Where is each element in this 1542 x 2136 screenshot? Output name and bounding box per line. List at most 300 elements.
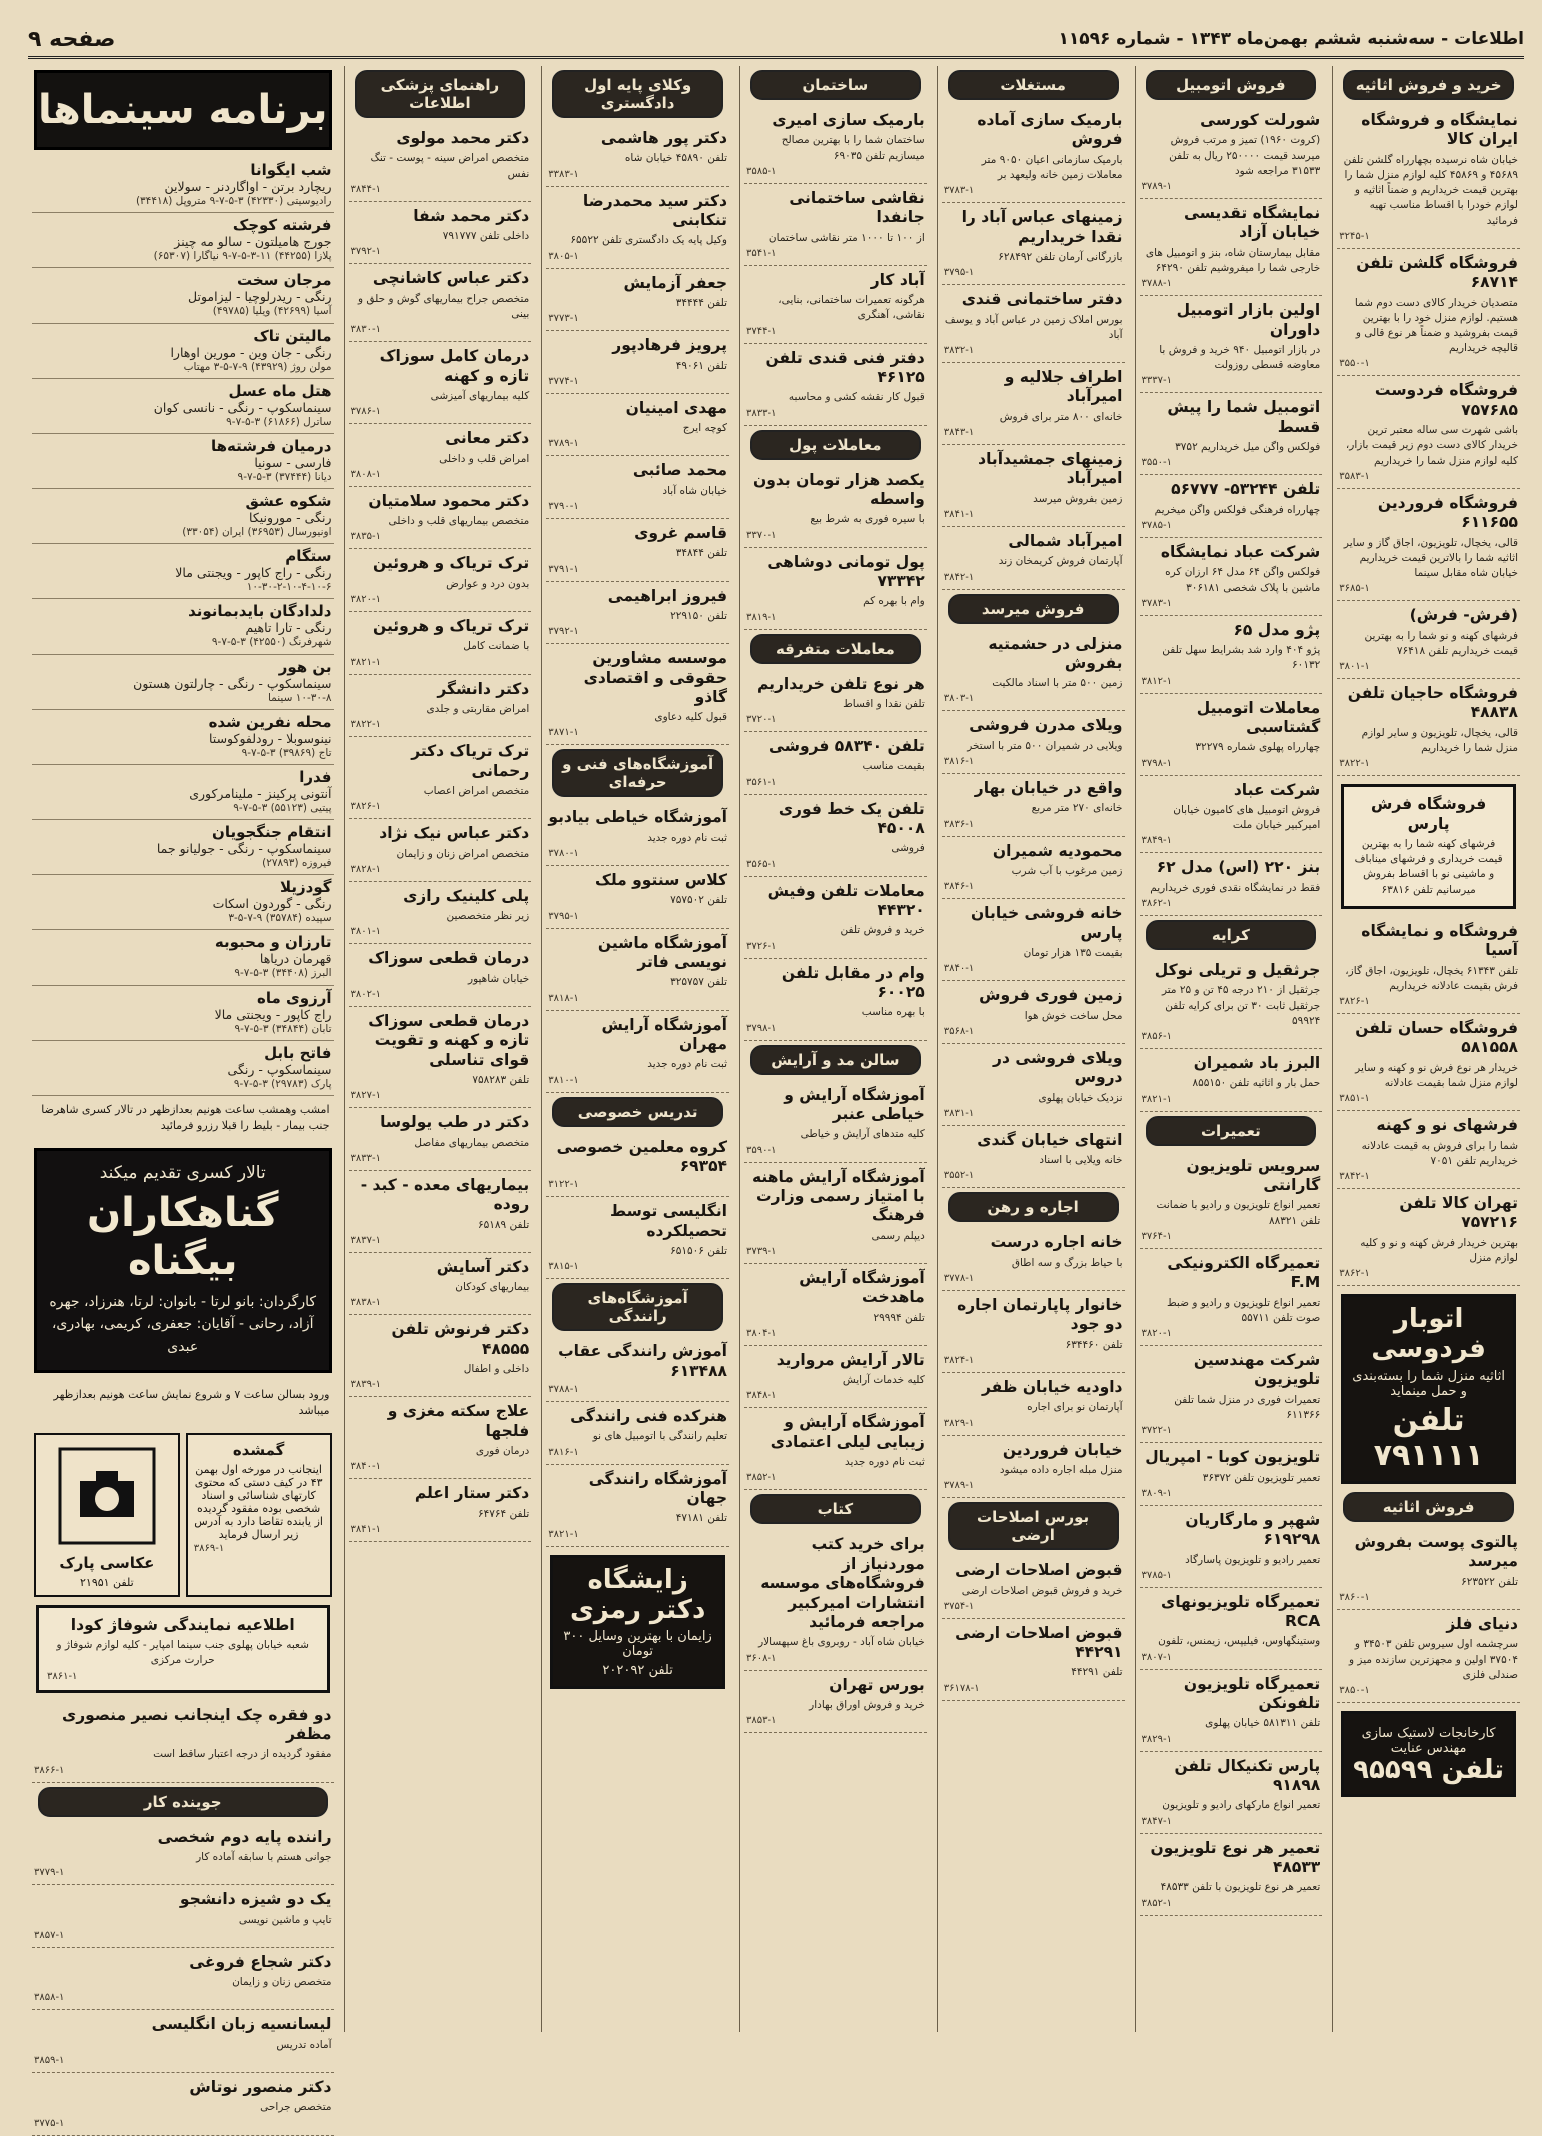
ad-body: وستینگهاوس، فیلیپس، زیمنس، تلفون <box>1158 1635 1321 1648</box>
ad-title: تهران کالا تلفن ۷۵۷۲۱۶ <box>1399 1194 1518 1232</box>
classified-ad <box>744 1671 927 1734</box>
ad-title: فروشگاه فروردین ۶۱۱۶۵۵ <box>1377 493 1518 532</box>
ad-code: ۳۵۹۰-۱ <box>746 1144 777 1156</box>
ad-title: علاج سکته مغزی و فلجها <box>387 1402 530 1440</box>
ad-code: ۳۵۵۰-۱ <box>1339 358 1370 370</box>
section-heading: راهنمای پزشکی اطلاعات <box>355 70 526 118</box>
ad-code: ۳۷۸۵-۱ <box>1141 519 1172 531</box>
cinema-listing <box>32 324 334 379</box>
classified-ad <box>744 1530 927 1670</box>
ad-body: بقیمت مناسب <box>862 760 925 773</box>
ad-body: آماده تدریس <box>276 2038 332 2051</box>
ad-code: ۳۸۱۵-۱ <box>548 1261 579 1273</box>
ad-body: تعمیرات فوری در منزل شما تلفن ۶۱۱۳۶۶ <box>1174 1393 1321 1421</box>
classified-ad <box>744 1346 927 1409</box>
ad-code: ۳۵۶۸-۱ <box>943 1025 975 1037</box>
ad-code: ۳۷۹۵-۱ <box>548 910 579 922</box>
ad-body: تلفن ۴۹۰۶۱ <box>675 359 727 372</box>
ad-code: ۳۸۴۰-۱ <box>943 963 975 975</box>
ad-code: ۳۸۶۲-۱ <box>1141 897 1172 909</box>
classified-ad <box>1140 393 1323 475</box>
ad-code: ۳۸۴۹-۱ <box>1141 835 1172 847</box>
ad-code: ۳۸۱۶-۱ <box>943 756 975 768</box>
ad-code: ۳۷۵۴-۱ <box>943 1600 975 1612</box>
heating-shop-body: شعبه خیابان پهلوی جنب سینما امپایر - کلیه لوازم شوفاژ و حرارت مرکزی <box>56 1639 309 1667</box>
ad-body: تلفن ۶۵۱۸۹ <box>478 1218 530 1231</box>
ad-title: سرویس تلویزیون گارانتی <box>1186 1156 1321 1194</box>
classified-ad <box>942 1126 1125 1189</box>
ad-code: ۳۷۹۰-۱ <box>548 500 579 512</box>
classified-ad <box>1140 1443 1323 1506</box>
classified-ad <box>546 644 729 745</box>
classified-ad <box>1337 601 1520 679</box>
ad-body: تایپ و ماشین نویسی <box>238 1913 332 1926</box>
ad-list <box>546 124 729 745</box>
ad-list <box>1140 1152 1323 1916</box>
cinema-name: تارزان و محبوبه <box>214 933 332 952</box>
film-note: ورود بسالن ساعت ۷ و شروع نمایش ساعت هونیم بعدازظهر میباشد <box>53 1387 330 1417</box>
classified-ad <box>32 2073 334 2136</box>
classified-ad <box>546 929 729 1011</box>
columns <box>28 66 1524 2129</box>
classified-ad <box>942 711 1125 774</box>
ad-list <box>1337 917 1520 1286</box>
ad-body: تلفن ۳۴۴۴۴ <box>675 296 727 309</box>
ad-body: خیابان شاهپور <box>468 972 530 985</box>
ad-title: دفتر فنی قندی تلفن ۴۶۱۲۵ <box>765 348 925 386</box>
ad-code: ۳۸۴۴-۱ <box>350 183 381 195</box>
classified-ad <box>1337 1610 1520 1703</box>
ad-title: امیرآباد شمالی <box>1008 531 1123 550</box>
ad-body: تلفن ۷۵۸۲۸۳ <box>472 1074 530 1087</box>
ad-body: قالی، یخچال، تلویزیون و سایر لوازم منزل شما را خریداریم <box>1361 726 1518 755</box>
ad-body: از ۱۰۰ تا ۱۰۰۰ متر نقاشی ساختمان <box>768 231 925 244</box>
classified-ad <box>546 394 729 457</box>
classified-ad <box>546 1197 729 1279</box>
classified-ad <box>1140 776 1323 854</box>
ad-body: خرید و فروش اوراق بهادار <box>809 1698 925 1711</box>
ad-code: ۳۷۶۴-۱ <box>1141 1230 1172 1242</box>
ad-code: ۳۸۵۲-۱ <box>746 1472 777 1484</box>
ad-code: ۳۸۰۳-۱ <box>943 693 975 705</box>
ad-title: زمین فوری فروش <box>979 986 1123 1005</box>
cinema-list <box>32 158 334 1096</box>
cinema-name: فدرا <box>299 767 332 786</box>
column-furniture <box>1332 66 1524 2032</box>
classified-ad <box>546 519 729 582</box>
cinema-movie: نینوسوبلا - رودلفوکوستا <box>209 730 332 746</box>
masthead-page-number: صفحه ۹ <box>28 26 116 52</box>
ad-body: باشی شهرت سی ساله معتبر ترین خریدار کالای دست دوم زیر قیمت بازار، کلیه لوازم منزل شما را خریداریم <box>1345 424 1518 467</box>
ad-body: فولکس واگن میل خریداریم ۳۷۵۲ <box>1175 441 1321 454</box>
ad-body: (کروت ۱۹۶۰) تمیز و مرتب فروش میرسد قیمت ۲۵۰۰۰۰ ریال به تلفن ۳۱۵۳۳ مراجعه شود <box>1169 134 1321 177</box>
ad-body: متخصص امراض سینه - پوست - تنگ نفس <box>370 152 530 180</box>
ad-body: شما را برای فروش به قیمت عادلانه خریداریم تلفن ۷۰۵۱ <box>1361 1139 1518 1167</box>
classified-ad <box>349 264 532 342</box>
ad-body: تعمیر هر نوع تلویزیون با تلفن ۴۸۵۳۳ <box>1160 1881 1321 1894</box>
ad-body: داخلی و اطفال <box>463 1363 530 1376</box>
ad-title: تلفن یک خط فوری ۴۵۰۰۸ <box>778 799 925 838</box>
ad-title: یک دو شیزه دانشجو <box>179 1890 332 1909</box>
ad-body: متخصص امراض اعصاب <box>423 784 530 797</box>
classified-ad <box>942 1619 1125 1701</box>
ad-title: پارس تکنیکال تلفن ۹۱۸۹۸ <box>1174 1756 1321 1795</box>
ad-code: ۳۷۲۰-۱ <box>746 714 777 726</box>
ad-code: ۳۵۵۲-۱ <box>943 1170 975 1182</box>
section-heading: اجاره و رهن <box>948 1192 1119 1222</box>
ad-code: ۳۷۸۵-۱ <box>1141 1569 1172 1581</box>
ad-title: نمایشگاه و فروشگاه ایران کالا <box>1361 111 1518 149</box>
ad-code: ۳۵۸۳-۱ <box>1339 470 1370 482</box>
maternity-clinic-phone: تلفن ۲۰۲۰۹۲ <box>602 1663 673 1679</box>
ad-body: تعمیر رادیو و تلویزیون پاسارگاد <box>1185 1553 1321 1566</box>
ad-title: تعمیرگاه تلویزیون تلفونکن <box>1183 1674 1321 1713</box>
ad-title: ترک تریاک و هروئین <box>373 616 530 635</box>
ad-body: تعمیر انواع مارکهای رادیو و تلویزیون <box>1162 1799 1321 1812</box>
ad-body: فروش اتومبیل های کامیون خیابان امیرکبیر خیابان ملت <box>1173 803 1321 832</box>
classified-ad <box>546 1337 729 1402</box>
classified-ad <box>349 1007 532 1108</box>
ad-title: ترک تریاک و هروئین <box>373 554 530 573</box>
ad-body: مفقود گردیده از درجه اعتبار ساقط است <box>153 1748 332 1761</box>
classified-ad <box>546 1465 729 1547</box>
ad-title: قبوض اصلاحات ارضی ۴۴۲۹۱ <box>955 1623 1123 1662</box>
ad-body: زمین مرغوب با آب شرب <box>1011 865 1123 878</box>
cinema-times: ۱۰-۳۰-۲-۱۰-۴-۱۰-۶ <box>246 581 332 594</box>
cinema-listing <box>32 434 334 489</box>
ad-list <box>942 1228 1125 1498</box>
ad-body: کوچه ایرج <box>682 422 727 435</box>
classified-ad <box>744 548 927 630</box>
ad-code: ۳۷۸۸-۱ <box>548 1384 579 1396</box>
ad-code: ۳۷۹۱-۱ <box>548 563 579 575</box>
ad-code: ۳۷۸۹-۱ <box>1141 181 1172 193</box>
ad-list <box>546 1133 729 1280</box>
ad-code: ۳۸۵۶-۱ <box>1141 1031 1172 1042</box>
classified-ad <box>546 1402 729 1465</box>
column-construction <box>739 66 931 2032</box>
ad-title: دکتر محمد شفا <box>413 206 530 225</box>
ad-code: ۳۸۲۲-۱ <box>350 719 381 731</box>
ad-body: کلیه بیماریهای آمیزشی <box>430 389 530 402</box>
heating-shop-ad <box>36 1605 330 1693</box>
ad-body: زمین بفروش میرسد <box>1033 492 1123 505</box>
classified-ad <box>1337 106 1520 249</box>
classified-ad <box>1140 538 1323 616</box>
cinema-name: مالیتن تاک <box>253 326 332 345</box>
ad-list <box>1140 106 1323 916</box>
classified-ad <box>942 106 1125 203</box>
ad-title: داودیه خیابان ظفر <box>982 1377 1123 1396</box>
ad-code: ۳۷۷۳-۱ <box>548 313 579 325</box>
classified-ad <box>942 630 1125 712</box>
ad-body: بازرگانی آرمان تلفن ۶۲۸۴۹۲ <box>998 250 1123 263</box>
ad-body: در بازار اتومبیل ۹۴۰ خرید و فروش با معاوضه قسطی روزولت <box>1159 343 1321 372</box>
ad-body: فرشهای کهنه و نو شما را به بهترین قیمت خریداریم تلفن ۷۶۴۱۸ <box>1364 629 1518 657</box>
ad-body: قبول کلیه دعاوی <box>654 711 727 724</box>
studio-ad <box>34 1433 180 1597</box>
ad-title: خانه اجاره درست <box>990 1233 1123 1252</box>
cinema-name: دلدادگان بایدبمانوند <box>188 602 332 621</box>
classified-ad <box>1140 694 1323 776</box>
ad-title: دکتر عباس نیک نژاد <box>379 824 530 843</box>
ad-title: آموزشگاه خیاطی بیادبو <box>548 808 727 827</box>
ad-title: برای خرید کتب موردنیاز از فروشگاه‌های موسسه انتشارات امیرکبیر مراجعه فرمائید <box>760 1535 925 1631</box>
ad-body: با بهره مناسب <box>861 1006 925 1019</box>
ad-code: ۳۸۵۰-۱ <box>1339 1685 1370 1697</box>
classified-ad <box>32 1823 334 1886</box>
ad-body: قالی، یخچال، تلویزیون، اجاق گاز و سایر اثاثیه شما را بالاترین قیمت خریداریم خیابان شاه مقابل سینما <box>1343 536 1518 580</box>
ad-code: ۳۸۲۹-۱ <box>943 1417 975 1429</box>
moving-company-sub: اثاثیه منزل شما را بسته‌بندی و حمل مینماید <box>1352 1369 1505 1400</box>
ad-code: ۳۸۷۱-۱ <box>548 727 579 739</box>
classified-ad <box>349 882 532 945</box>
classified-ad <box>1140 1249 1323 1346</box>
cinema-movie: رنگی - ریدرلوچیا - لیزاموتل <box>188 289 332 305</box>
classified-ad <box>349 1315 532 1397</box>
cinema-movie: رنگی - راج کاپور - ویجنتی مالا <box>175 565 332 581</box>
classified-ad <box>1140 1834 1323 1916</box>
lost-heading: گمشده <box>232 1440 285 1459</box>
ad-body: تلفن ۴۵۸۹۰ خیابان شاه <box>624 152 727 165</box>
classified-ad <box>1337 1528 1520 1610</box>
section-heading: خرید و فروش اثاثیه <box>1343 70 1514 100</box>
ad-title: آباد کار <box>870 270 925 289</box>
ad-title: شورلت کورسی <box>1200 111 1321 129</box>
ad-code: ۳۸۵۱-۱ <box>1339 1093 1370 1105</box>
ad-title: تعمیر هر نوع تلویزیون ۴۸۵۳۳ <box>1150 1838 1321 1876</box>
ad-body: بقیمت ۱۳۵ هزار تومان <box>1023 947 1123 959</box>
cinema-listing <box>32 820 334 875</box>
ad-body: تلفن ۵۸۱۳۱۱ خیابان پهلوی <box>1205 1717 1321 1730</box>
ad-body: بارمیک سازمانی اعیان ۹۰۵۰ متر معاملات زمین خانه ولیعهد بر <box>981 153 1123 181</box>
classified-ad <box>546 456 729 519</box>
ad-body: ثبت نام دوره جدید <box>647 831 727 844</box>
ad-title: تالار آرایش مروارید <box>776 1350 925 1369</box>
section-heading: فروش اثاثیه <box>1343 1492 1514 1522</box>
section-heading: بورس اصلاحات ارضی <box>948 1502 1119 1550</box>
ad-code: ۳۷۸۰-۱ <box>548 848 579 860</box>
cinema-movie: رنگی - جان وین - مورین اوهارا <box>170 344 332 360</box>
ad-title: آموزش رانندگی عقاب ۶۱۳۴۸۸ <box>558 1342 727 1380</box>
masthead <box>28 22 1524 59</box>
classified-ad <box>1140 1049 1323 1112</box>
ad-code: ۳۸۲۸-۱ <box>350 863 381 875</box>
ad-title: فروشگاه فردوست ۷۵۷۶۸۵ <box>1374 381 1518 419</box>
column-medical <box>344 66 536 2032</box>
ad-title: جرثقیل و تریلی نوکل <box>1154 960 1321 979</box>
ad-body: تلفن نقدا و اقساط <box>843 697 925 710</box>
classified-ad <box>942 1044 1125 1126</box>
ad-code: ۳۸۵۳-۱ <box>746 1715 777 1727</box>
classified-ad <box>546 866 729 929</box>
classified-ad <box>942 1291 1125 1373</box>
cinema-movie: سینماسکوپ - رنگی - جولیانو جما <box>156 841 332 857</box>
ad-body: ویلایی در شمیران ۵۰۰ متر با استخر <box>967 739 1123 752</box>
ad-body: خیابان شاه آباد - روبروی باغ سپهسالار <box>758 1636 925 1649</box>
ad-list <box>1140 956 1323 1112</box>
ad-title: پرویز فرهادپور <box>612 336 727 355</box>
cinema-note: امشب وهمشب ساعت هونیم بعدازظهر در تالار کسری شاهرضا جنب بیمار - بلیط را قبلا رزرو فرمائید <box>41 1102 330 1132</box>
classified-ad <box>1337 1189 1520 1286</box>
cinema-times: شهرفرنگ (۴۲۵۵۰) ۳-۵-۷-۹ <box>211 636 332 649</box>
ad-title: درمان کامل سوزاک تازه و کهنه <box>379 347 530 385</box>
classified-ad <box>942 1436 1125 1499</box>
cinema-movie: آنتونی پرکینز - ملینامرکوری <box>189 785 332 801</box>
ad-code: ۳۷۸۶-۱ <box>350 406 381 418</box>
classified-ad <box>349 1253 532 1316</box>
classified-ad <box>1140 106 1323 199</box>
lost-body: اینجانب در مورخه اول بهمن ۴۳ در کیف دستی که محتوی کارتهای شناسائی و اسناد شخصی بوده مفقود گردیده از یابنده تقاضا دارد به آدرس زیر ارسال فرماید <box>194 1462 323 1541</box>
ad-title: شرکت عباد نمایشگاه <box>1160 542 1321 561</box>
classified-ad <box>942 981 1125 1044</box>
cinema-times: فیروزه (۲۷۸۹۳) <box>262 857 332 870</box>
classified-ad <box>1337 1014 1520 1111</box>
classified-ad <box>1140 475 1323 538</box>
ad-code: ۳۸۵۹-۱ <box>33 2055 65 2066</box>
ad-title: محمد صائبی <box>632 461 727 480</box>
ad-title: آموزشگاه آرایش ماهنه با امتیاز رسمی وزارت فرهنگ <box>752 1167 925 1225</box>
cinema-name: آرزوی ماه <box>257 988 332 1007</box>
ad-code: ۳۸۰۵-۱ <box>548 250 579 262</box>
classified-ad <box>942 774 1125 837</box>
box-ad-body: فرشهای کهنه شما را به بهترین قیمت خریداری و فرشهای میناباف و ماشینی نو با اقساط بفروش میرسانیم تلفن ۶۳۸۱۶ <box>1354 838 1503 896</box>
ad-code: ۳۸۳۲-۱ <box>943 344 975 356</box>
ad-title: دکتر سید محمدرضا تنکابنی <box>582 191 727 229</box>
ad-code: ۳۷۸۹-۱ <box>548 438 579 450</box>
ad-title: تلفن ۵۳۲۴۴- ۵۶۷۷۷ <box>1171 480 1321 499</box>
ad-title: فروشگاه و نمایشگاه آسیا <box>1361 921 1518 960</box>
classified-ad <box>32 1701 334 1783</box>
classified-ad <box>32 2010 334 2073</box>
ad-body: خرید و فروش تلفن <box>840 924 925 937</box>
classified-ad <box>744 344 927 426</box>
ad-title: دفتر ساختمانی قندی <box>961 290 1123 309</box>
ad-body: تلفن ۶۳۴۴۶۰ <box>1065 1338 1123 1351</box>
section-heading: مستغلات <box>948 70 1119 100</box>
ad-code: ۳۸۵۸-۱ <box>33 1992 65 2004</box>
ad-title: آموزشگاه آرایش و خیاطی عنبر <box>784 1085 925 1123</box>
ad-title: دکتر فرنوش تلفن ۴۸۵۵۵ <box>391 1320 530 1358</box>
classified-ad <box>1140 616 1323 694</box>
ad-list <box>349 124 532 1542</box>
ad-title: اولین بازار اتومبیل داوران <box>1176 301 1321 339</box>
classified-ad <box>744 877 927 959</box>
ad-title: قبوض اصلاحات ارضی <box>955 1561 1123 1580</box>
cinema-listing <box>32 544 334 599</box>
cinema-listing <box>32 710 334 765</box>
classified-ad <box>744 959 927 1041</box>
ad-code: ۳۸۲۶-۱ <box>1339 996 1370 1008</box>
ad-body: زمین ۵۰۰ متر با اسناد مالکیت <box>992 677 1123 690</box>
ad-code: ۳۸۱۲-۱ <box>1141 675 1172 687</box>
ad-list <box>942 106 1125 590</box>
ad-body: متخصص زنان و زایمان <box>232 1976 332 1989</box>
ad-title: هر نوع تلفن خریداریم <box>756 674 925 693</box>
ad-code: ۳۸۰۷-۱ <box>1141 1651 1172 1663</box>
classified-ad <box>744 1081 927 1163</box>
ad-title: جعفر آزمایش <box>623 273 727 292</box>
ad-title: قاسم غروی <box>634 523 727 542</box>
moving-company-phone: تلفن ۷۹۱۱۱۱ <box>1373 1403 1484 1474</box>
cinema-name: محله‌ نفرین‌ شده <box>208 712 332 731</box>
classified-ad <box>1140 1588 1323 1670</box>
classified-ad <box>1140 1346 1323 1443</box>
ad-title: دکتر در طب یولوسا <box>380 1113 530 1132</box>
cinema-movie: راج کاپور - ویجنتی مالا <box>214 1006 332 1022</box>
ad-title: آموزشگاه آرایش ماهدخت <box>799 1268 925 1307</box>
cinema-times: البرز (۳۴۴۰۸) ۳-۵-۷-۹ <box>234 967 332 980</box>
classified-ad <box>1140 296 1323 393</box>
cinema-movie: جورج هامیلتون - سالو مه چینز <box>174 234 332 250</box>
classified-ad <box>546 331 729 394</box>
ad-body: هرگونه تعمیرات ساختمانی، بنایی، نقاشی، آهنگری <box>778 294 925 322</box>
ad-list <box>546 1337 729 1546</box>
cinema-times: تاج (۳۹۸۶۹) ۳-۵-۷-۹ <box>241 746 332 759</box>
ad-body: خرید و فروش قبوض اصلاحات ارضی <box>961 1584 1123 1597</box>
ad-code: ۳۸۵۲-۱ <box>1141 1897 1172 1909</box>
moving-company-ad <box>1341 1294 1516 1484</box>
ad-code: ۳۷۷۴-۱ <box>548 375 579 387</box>
cinema-times: آسیا (۴۲۶۹۹) ویلیا (۴۹۷۸۵) <box>212 305 332 318</box>
classified-ad <box>744 732 927 795</box>
ad-body: تلفن ۴۴۲۹۱ <box>1071 1666 1123 1679</box>
classified-ad <box>744 670 927 733</box>
ad-title: آموزشگاه آرایش مهران <box>601 1015 727 1053</box>
classified-ad <box>349 124 532 202</box>
classified-ad <box>1337 917 1520 1014</box>
ad-title: فروشگاه گلشن تلفن ۶۸۷۱۴ <box>1356 253 1518 292</box>
ad-body: حمل بار و اثاثیه تلفن ۸۵۵۱۵۰ <box>1192 1077 1321 1090</box>
ad-title: فرشهای نو و کهنه <box>1376 1116 1518 1135</box>
cinema-name: فاتح بابل <box>264 1043 332 1062</box>
maternity-clinic-title: زایشگاه دکتر رمزی <box>569 1564 706 1625</box>
cinema-movie: ریچارد برتن - اواگاردنر - سولاین <box>164 179 332 194</box>
ad-title: دو فقره چک اینجانب نصیر منصوری مظفر <box>62 1705 332 1744</box>
ad-code: ۳۸۰۹-۱ <box>1141 1487 1172 1499</box>
classified-ad <box>546 1133 729 1198</box>
ad-body: درمان فوری <box>475 1445 530 1458</box>
classified-ad <box>32 1948 334 2011</box>
ad-code: ۳۸۲۰-۱ <box>1141 1327 1172 1339</box>
classified-ad <box>32 1885 334 1948</box>
classified-ad <box>546 124 729 187</box>
ad-body: دیپلم رسمی <box>871 1229 925 1242</box>
ad-body: متخصص امراض زنان و زایمان <box>396 847 530 860</box>
classified-ad <box>1140 1506 1323 1588</box>
ad-code: ۳۸۰۴-۱ <box>746 1327 777 1339</box>
cinema-movie: سینماسکوپ - رنگی - نانسی کوان <box>153 399 332 415</box>
ad-code: ۳۸۲۱-۱ <box>1141 1093 1172 1105</box>
ad-title: خانوار پاپارتمان اجاره دو جود <box>957 1295 1123 1334</box>
heating-shop-title: اطلاعیه نمایندگی شوفاژ کودا <box>70 1615 295 1634</box>
studio-logo <box>52 1441 162 1551</box>
ad-body: زیر نظر متخصصین <box>446 910 530 923</box>
ad-title: فیروز ابراهیمی <box>607 586 727 605</box>
ad-title: دنیای فلز <box>1446 1615 1518 1634</box>
ad-code: ۳۸۲۱-۱ <box>350 656 381 668</box>
ad-title: دکتر ستار اعلم <box>414 1484 530 1503</box>
ad-list <box>744 1081 927 1491</box>
ad-code: ۳۸۲۰-۱ <box>350 593 381 605</box>
ad-code: ۳۵۸۵-۱ <box>746 165 777 177</box>
classified-ad <box>1337 249 1520 377</box>
ad-title: پول تومانی دوشاهی ۷۳۳۴۲ <box>767 552 925 590</box>
classified-ad <box>349 612 532 675</box>
ad-body: فقط در نمایشگاه نقدی فوری خریداریم <box>1150 881 1321 894</box>
section-heading: فروش میرسد <box>948 594 1119 624</box>
ad-body: تلفن ۶۴۷۶۴ <box>478 1507 530 1520</box>
